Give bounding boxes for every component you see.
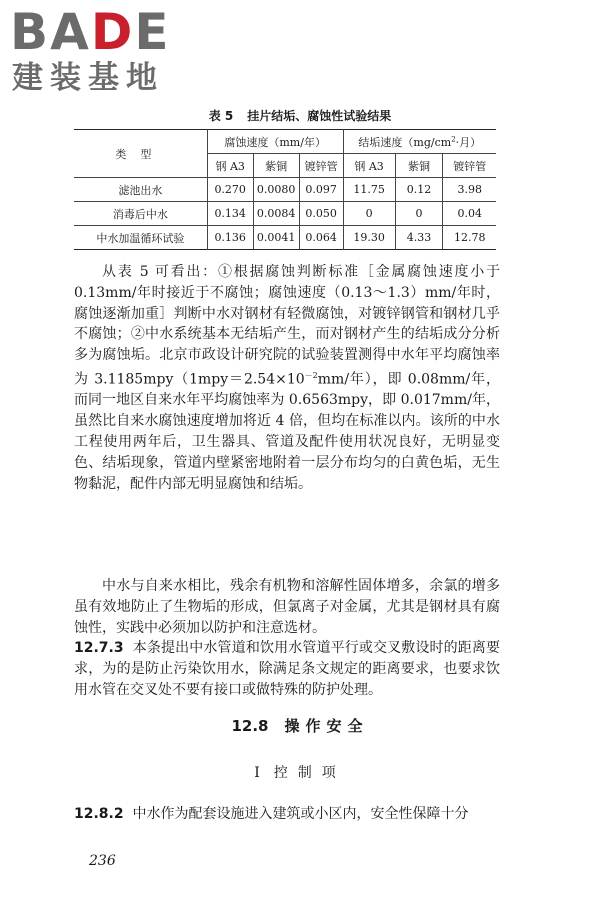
- table-cell: 0.097: [299, 178, 343, 202]
- table-row: [74, 202, 496, 226]
- clause-number: 12.7.3: [74, 640, 124, 656]
- table-cell: 0.12: [395, 178, 443, 202]
- logo-wordmark: BADE: [10, 3, 171, 61]
- type-header: 类型: [74, 130, 207, 178]
- logo-chinese-name: 建装基地: [12, 60, 164, 96]
- table-cell: 0: [343, 202, 395, 226]
- subheader-cell: 镀锌管: [443, 154, 496, 178]
- table-row: [74, 226, 496, 250]
- table-title: 挂片结垢、腐蚀性试验结果: [247, 109, 392, 123]
- clause-number: 12.8.2: [74, 806, 124, 822]
- row-label: 滤池出水: [74, 178, 207, 202]
- subheader-cell: 紫铜: [253, 154, 299, 178]
- table-cell: 19.30: [343, 226, 395, 250]
- table-row: [74, 178, 496, 202]
- table-cell: 0.134: [207, 202, 253, 226]
- table-cell: 3.98: [443, 178, 496, 202]
- table-cell: 0: [395, 202, 443, 226]
- clause-text: 本条提出中水管道和饮用水管道平行或交叉敷设时的距离要求，为的是防止污染饮用水，除满足条文规定的距离要求，也要求饮用水管在交叉处不要有接口或做特殊的防护处理。: [74, 640, 501, 698]
- site-logo: [10, 3, 210, 102]
- table-cell: 0.050: [299, 202, 343, 226]
- corrosion-scaling-table: [74, 129, 496, 250]
- table-cell: 0.064: [299, 226, 343, 250]
- table-cell: 0.136: [207, 226, 253, 250]
- subsection-heading: Ⅰ 控制项: [254, 765, 346, 781]
- table-cell: 0.04: [443, 202, 496, 226]
- subheader-cell: 钢 A3: [207, 154, 253, 178]
- table-cell: 4.33: [395, 226, 443, 250]
- table-cell: 11.75: [343, 178, 395, 202]
- table-number: 表 5: [208, 109, 234, 123]
- subheader-cell: 紫铜: [395, 154, 443, 178]
- section-heading: 12.8 操作安全: [231, 717, 369, 735]
- table-cell: 0.270: [207, 178, 253, 202]
- clause-12-8-2: [74, 804, 500, 825]
- subheader-cell: 钢 A3: [343, 154, 395, 178]
- clause-12-7-3: [74, 638, 500, 700]
- subheader-cell: 镀锌管: [299, 154, 343, 178]
- scaling-rate-header: 结垢速度（$mg/cm^2\cdot$月）: [343, 130, 496, 154]
- table-cell: 0.0084: [253, 202, 299, 226]
- table-cell: 0.0080: [253, 178, 299, 202]
- table-caption: [0, 107, 600, 124]
- row-label: 消毒后中水: [74, 202, 207, 226]
- corrosion-rate-header: 腐蚀速度（mm/年）: [207, 130, 343, 154]
- paragraph-analysis: 从表 5 可看出：①根据腐蚀判断标准［金属腐蚀速度小于 0.13mm/年时接近于不腐蚀；腐蚀速度（0.13～1.3）mm/年时，腐蚀逐渐加重］判断中水对钢材有轻微腐蚀，对镀锌钢管和钢材几乎不腐蚀；②中水系统基本无结垢产生，而对钢材产生的结垢成分分析多为腐蚀垢。北京市政设计研究院的试验装置测得中水年平均腐蚀率为 $3.1185mpy(1mpy=2.54\times 10^{-2}mm/$年），即 0.08mm/年，而同一地区自来水年平均腐蚀率为 0.6563mpy，即 0.017mm/年，虽然比自来水腐蚀速度增加将近 4 倍，但均在标准以内。该所的中水工程使用两年后，卫生器具、管道及配件使用状况良好，无明显变色、结垢现象，管道内壁紧密地附着一层分布均匀的白黄色垢，无生物黏泥，配件内部无明显腐蚀和结垢。: [74, 264, 500, 492]
- table-cell: 0.0041: [253, 226, 299, 250]
- row-label: 中水加温循环试验: [74, 226, 207, 250]
- table-cell: 12.78: [443, 226, 496, 250]
- page-number: 236: [89, 853, 116, 869]
- clause-text: 中水作为配套设施进入建筑或小区内，安全性保障十分: [132, 806, 469, 822]
- paragraph-comparison: 中水与自来水相比，残余有机物和溶解性固体增多，余氯的增多虽有效地防止了生物垢的形成，但氯离子对金属，尤其是钢材具有腐蚀性，实践中必须加以防护和注意选材。: [74, 578, 500, 636]
